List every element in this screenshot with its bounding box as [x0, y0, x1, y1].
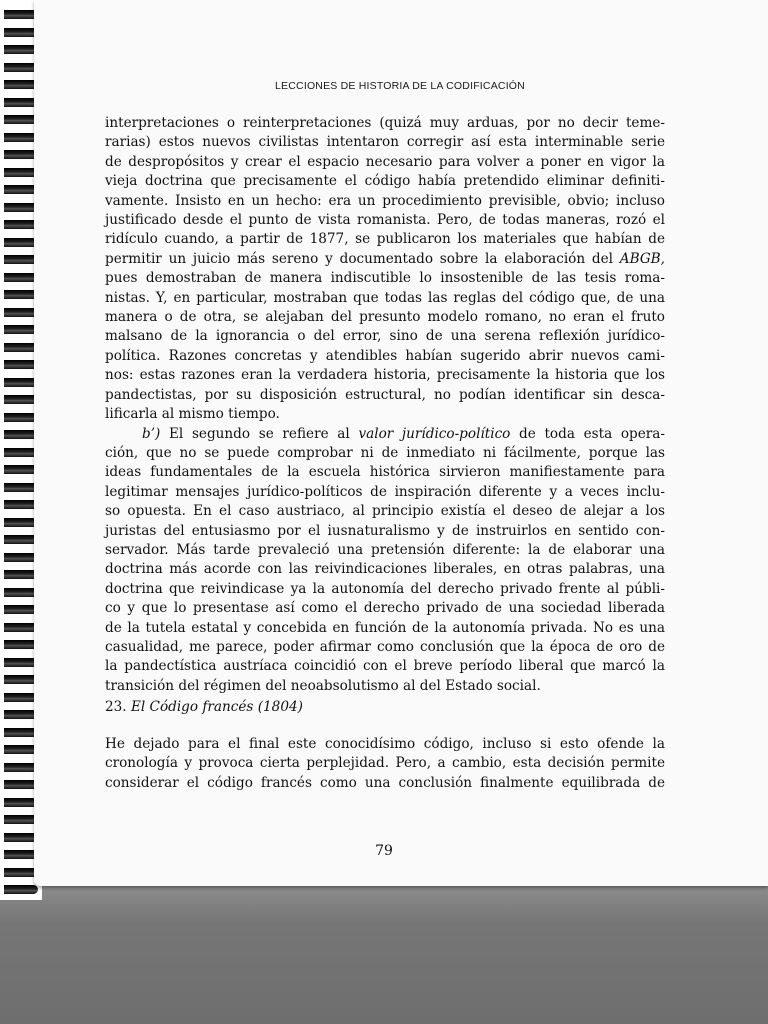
text-line: malsano de la ignorancia o del error, sino de una serena reflexión jurídico-: [105, 328, 665, 345]
binding-coil: [4, 10, 38, 19]
text-line: transición del régimen del neoabsolutismo al del Estado social.: [105, 677, 541, 694]
binding-coil: [4, 623, 38, 632]
binding-coil: [4, 553, 38, 562]
text-span: El segundo se refiere al: [160, 425, 359, 442]
binding-coil: [4, 115, 38, 124]
text-line: vieja doctrina que precisamente el código había pretendido eliminar definiti-: [105, 173, 665, 190]
binding-coil: [4, 325, 38, 334]
binding-coil: [4, 98, 38, 107]
binding-coil: [4, 815, 38, 824]
text-line: interpretaciones o reinterpretaciones (quizá muy arduas, por no decir teme-: [105, 115, 665, 131]
binding-coil: [4, 28, 38, 37]
text-line: servador. Más tarde prevaleció una pretensión diferente: la de elaborar una: [105, 541, 665, 558]
binding-coil: [4, 728, 38, 737]
binding-coil: [4, 868, 38, 877]
text-line: justificado desde el punto de vista romanista. Pero, de todas maneras, rozó el: [105, 212, 665, 229]
body-text: [105, 114, 665, 696]
binding-coil: [4, 395, 38, 404]
text-line: pues demostraban de manera indiscutible lo insostenible de las tesis roma-: [105, 270, 665, 287]
emphasis: valor jurídico-político: [358, 425, 511, 442]
text-line: rarias) estos nuevos civilistas intentaron corregir así esta interminable serie: [105, 134, 665, 151]
binding-coil: [4, 763, 38, 772]
section-text: [105, 735, 665, 793]
text-line: vamente. Insisto en un hecho: era un procedimiento previsible, obvio; incluso: [105, 192, 665, 209]
text-line: doctrina más acorde con las reivindicaciones liberales, en otras palabras, una: [105, 561, 665, 578]
binding-coil: [4, 45, 38, 54]
section-title: El Código francés (1804): [130, 699, 303, 715]
text-line: ideas fundamentales de la escuela histórica sirvieron manifiestamente para: [105, 464, 665, 481]
binding-coil: [4, 378, 38, 387]
binding-coil: [4, 640, 38, 649]
binding-coil: [4, 413, 38, 422]
binding-coil: [4, 203, 38, 212]
text-line: pandectistas, por su disposición estructural, no podían identificar sin desca-: [105, 386, 665, 403]
text-line: nistas. Y, en particular, mostraban que todas las reglas del código que, de una: [105, 289, 665, 306]
binding-coil: [4, 63, 38, 72]
text-line: de la tutela estatal y concebida en función de la autonomía privada. No es una: [105, 619, 665, 636]
binding-coil: [4, 290, 38, 299]
text-line: la pandectística austríaca coincidió con el breve período liberal que marcó la: [105, 658, 665, 675]
text-line: so opuesta. En el caso austriaco, al principio existía el deseo de alejar a los: [105, 503, 665, 520]
text-line: casualidad, me parece, poder afirmar como conclusión que la época de oro de: [105, 638, 665, 655]
binding-coil: [4, 238, 38, 247]
text-line: juristas del entusiasmo por el iusnaturalismo y de instruirlos en sentido con-: [105, 522, 665, 539]
section-number: 23.: [105, 699, 127, 715]
text-span: de toda esta opera-: [510, 425, 665, 442]
text-line: considerar el código francés como una conclusión finalmente equilibrada de: [105, 774, 665, 791]
running-header: LECCIONES DE HISTORIA DE LA CODIFICACIÓN: [275, 80, 525, 92]
binding-coil: [4, 483, 38, 492]
scan-background: [0, 880, 768, 1024]
binding-coil: [4, 535, 38, 544]
binding-coil: [4, 798, 38, 807]
binding-coil: [4, 693, 38, 702]
binding-coil: [4, 133, 38, 142]
binding-coil: [4, 833, 38, 842]
binding-coil: [4, 780, 38, 789]
binding-coil: [4, 588, 38, 597]
binding-coil: [4, 308, 38, 317]
binding-coil: [4, 360, 38, 369]
text-line: ción, que no se puede comprobar ni de inmediato ni fácilmente, porque las: [105, 444, 665, 461]
text-line: nos: estas razones eran la verdadera historia, precisamente la historia que los: [105, 367, 665, 384]
text-line: legitimar mensajes jurídico-políticos de inspiración diferente y a veces inclu-: [105, 483, 665, 500]
text-line: de despropósitos y crear el espacio necesario para volver a poner en vigor la: [105, 153, 665, 170]
text-line: He dejado para el final este conocidísimo código, incluso si esto ofende la: [105, 736, 665, 752]
binding-coil: [4, 675, 38, 684]
text-line: co y que lo presentase así como el derecho privado de una sociedad liberada: [105, 600, 665, 617]
binding-coil: [4, 658, 38, 667]
text-line: [105, 425, 665, 444]
binding-coil: [4, 710, 38, 719]
text-line: política. Razones concretas y atendibles habían sugerido abrir nuevos cami-: [105, 347, 665, 364]
page-number: 79: [375, 843, 393, 859]
binding-coil: [4, 605, 38, 614]
binding-coil: [4, 518, 38, 527]
text-line: ridículo cuando, a partir de 1877, se publicaron los materiales que habían de: [105, 231, 665, 248]
binding-coil: [4, 570, 38, 579]
text-line: manera o de otra, se alejaban del presunto modelo romano, no eran el fruto: [105, 309, 665, 326]
binding-coil: [4, 220, 38, 229]
binding-coil: [4, 745, 38, 754]
section-heading: [105, 699, 303, 715]
binding-coil: [4, 150, 38, 159]
binding-coil: [4, 430, 38, 439]
binding-coil: [4, 255, 38, 264]
text-span: permitir un juicio más sereno y documentado sobre la elaboración del: [105, 250, 620, 267]
item-marker: b’): [142, 425, 161, 442]
text-line: doctrina que reivindicase ya la autonomía del derecho privado frente al públi-: [105, 580, 665, 597]
binding-coil: [4, 885, 38, 894]
text-line: lificarla al mismo tiempo.: [105, 406, 280, 423]
binding-coil: [4, 168, 38, 177]
text-line: cronología y provoca cierta perplejidad. Pero, a cambio, esta decisión permite: [105, 755, 665, 772]
text-line: [105, 250, 665, 269]
binding-coil: [4, 465, 38, 474]
binding-coil: [4, 500, 38, 509]
binding-coil: [4, 448, 38, 457]
abbreviation-abgb: ABGB,: [619, 250, 665, 267]
binding-coil: [4, 343, 38, 352]
binding-coil: [4, 185, 38, 194]
binding-coil: [4, 273, 38, 282]
